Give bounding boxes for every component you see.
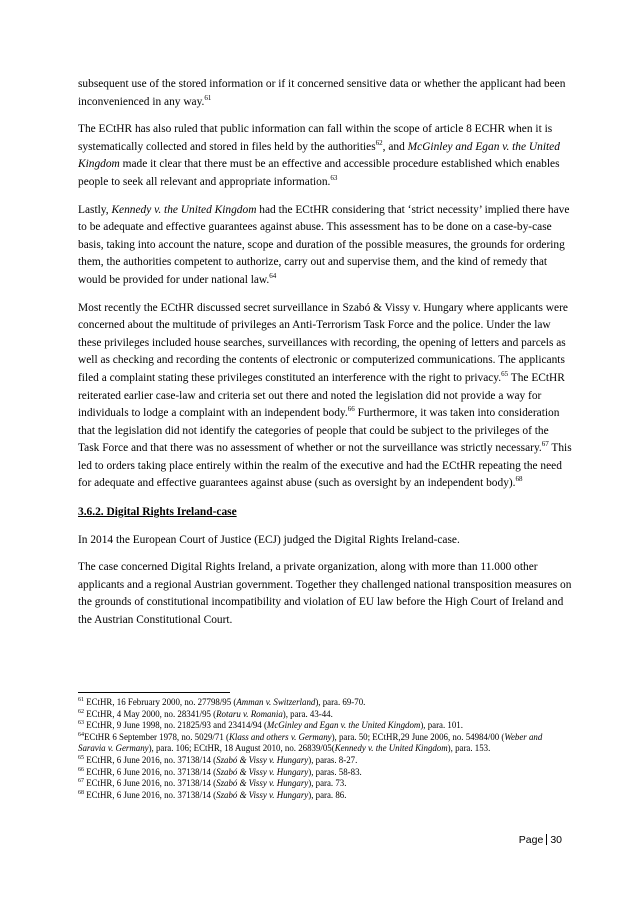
text: ), paras. 58-83. <box>308 766 362 777</box>
text: This led to orders taking place entirely within the realm of the executive and had the ECtHR repeating the need for adequate and effective guarantees against abuse (such as oversight by an independent body). <box>78 442 572 490</box>
footnote-62 <box>78 709 572 721</box>
text: ECtHR, 6 June 2016, no. 37138/14 ( <box>84 766 217 777</box>
footnote-68 <box>78 790 572 802</box>
case-name: Weber and Saravia v. Germany <box>78 731 543 754</box>
paragraph-2 <box>78 121 572 191</box>
text: Lastly, <box>78 203 112 216</box>
text: had the ECtHR considering that ‘strict necessity’ implied there have to be adequate and effective guarantees against abuse. This assessment has to be done on a case-by-case basis, taking into account the nature, scope and duration of the possible measures, the grounds for ordering them, the authorities competent to authorize, carry out and supervise them, and the kind of remedy that would be provided for under national law. <box>78 203 570 286</box>
footnote-number: 64 <box>78 731 84 738</box>
paragraph-4 <box>78 300 572 494</box>
footnote-ref-62[interactable]: 62 <box>375 138 383 147</box>
text: made it clear that there must be an effective and accessible procedure established which enables people to seek all relevant and appropriate information. <box>78 158 560 188</box>
text: ), para. 86. <box>308 789 347 800</box>
case-name: Kennedy v. the United Kingdom <box>111 203 257 216</box>
page-number <box>519 834 562 846</box>
text: ), para. 73. <box>308 778 347 789</box>
text: ), para. 43-44. <box>282 708 333 719</box>
text: ), para. 153. <box>447 743 491 754</box>
paragraph-3 <box>78 202 572 290</box>
text: ECtHR, 6 June 2016, no. 37138/14 ( <box>84 754 217 765</box>
text: Most recently the ECtHR discussed secret surveillance in Szabó & Vissy v. Hungary where applicants were concerned about the multitude of privileges an Anti-Terrorism Task Force and the police. Under the law these privileges included house searches, surveillances with recording, the opening of letters and parcels as well as checking and recording the contents of electronic or computerized communications. The applicants filed a complaint stating these privileges constituted an interference with the right to privacy. <box>78 301 568 384</box>
footnote-ref-66[interactable]: 66 <box>347 405 355 414</box>
footnote-ref-61[interactable]: 61 <box>204 93 212 102</box>
text: ECtHR, 9 June 1998, no. 21825/93 and 23414/94 ( <box>84 720 267 731</box>
footnote-number: 61 <box>78 697 84 704</box>
case-name: Szabó & Vissy v. Hungary <box>216 789 309 800</box>
page-number-value: 30 <box>550 834 562 846</box>
footnote-63 <box>78 720 572 732</box>
footnote-number: 66 <box>78 766 84 773</box>
paragraph-6: The case concerned Digital Rights Ireland, a private organization, along with more than 11.000 other applicants and a regional Austrian government. Together they challenged national transposition measures on the grounds of constitutional incompatibility and violation of EU law before the High Court of Ireland and the Austrian Constitutional Court. <box>78 561 572 627</box>
case-name: Amman v. Switzerland <box>236 697 316 707</box>
document-body <box>78 76 572 630</box>
text: Furthermore, it was taken into consideration that the legislation did not identify the categories of people that could be subject to the privileges of the Task Force and that there was no assessment of whether or not the surveillance was strictly necessary. <box>78 407 560 455</box>
text: subsequent use of the stored information or if it concerned sensitive data or whether the applicant had been inconvenienced in any way. <box>78 78 566 108</box>
text: ECtHR, 6 June 2016, no. 37138/14 ( <box>84 789 217 800</box>
footnotes <box>78 697 572 801</box>
case-name: McGinley and Egan v. the United Kingdom <box>78 140 560 171</box>
text: ECtHR, 16 February 2000, no. 27798/95 ( <box>84 697 237 707</box>
section-heading: 3.6.2. Digital Rights Ireland-case <box>78 506 237 519</box>
footnote-number: 65 <box>78 755 84 761</box>
footnote-number: 67 <box>78 778 84 785</box>
footnote-number: 68 <box>78 789 84 796</box>
text: , and <box>382 140 408 153</box>
text: ), para. 101. <box>420 720 463 731</box>
text: ), para. 50; ECtHR,29 June 2006, no. 54984/00 ( <box>331 731 505 742</box>
footnote-separator <box>78 692 230 693</box>
paragraph-5: In 2014 the European Court of Justice (ECJ) judged the Digital Rights Ireland-case. <box>78 533 460 546</box>
page-divider <box>546 834 547 845</box>
paragraph-1 <box>78 76 572 111</box>
footnote-ref-64[interactable]: 64 <box>269 272 277 281</box>
case-name: McGinley and Egan v. the United Kingdom <box>266 720 421 731</box>
case-name: Szabó & Vissy v. Hungary <box>216 754 309 765</box>
case-name: Klass and others v. Germany <box>228 731 332 742</box>
case-name: Rotaru v. Romania <box>216 708 283 719</box>
case-name: Kennedy v. the United Kingdom <box>334 743 448 754</box>
text: ECtHR, 4 May 2000, no. 28341/95 ( <box>84 708 217 719</box>
footnote-ref-67[interactable]: 67 <box>541 440 549 449</box>
text: ECtHR 6 September 1978, no. 5029/71 ( <box>84 731 229 742</box>
footnote-ref-68[interactable]: 68 <box>515 475 523 484</box>
footnote-66 <box>78 767 572 779</box>
footnote-number: 63 <box>78 720 84 727</box>
case-name: Szabó & Vissy v. Hungary <box>216 778 309 789</box>
footnote-61 <box>78 697 572 709</box>
text: The ECtHR has also ruled that public information can fall within the scope of article 8 ECHR when it is systematically collected and stored in files held by the authorities <box>78 123 553 153</box>
footnote-65 <box>78 755 572 767</box>
case-name: Szabó & Vissy v. Hungary <box>216 766 309 777</box>
text: ), para. 106; ECtHR, 18 August 2010, no. 26839/05( <box>148 743 335 754</box>
footnote-67 <box>78 778 572 790</box>
page-label: Page <box>518 834 544 846</box>
footnote-ref-63[interactable]: 63 <box>330 174 338 183</box>
text: The ECtHR reiterated earlier case-law and criteria set out there and noted the legislation did not provide a way for individuals to lodge a complaint with an independent body. <box>78 371 565 420</box>
text: ECtHR, 6 June 2016, no. 37138/14 ( <box>84 778 217 789</box>
text: ), paras. 8-27. <box>308 754 358 765</box>
footnote-ref-65[interactable]: 65 <box>501 370 509 379</box>
footnote-number: 62 <box>78 708 84 715</box>
footnote-64 <box>78 732 572 755</box>
text: ), para. 69-70. <box>315 697 366 707</box>
